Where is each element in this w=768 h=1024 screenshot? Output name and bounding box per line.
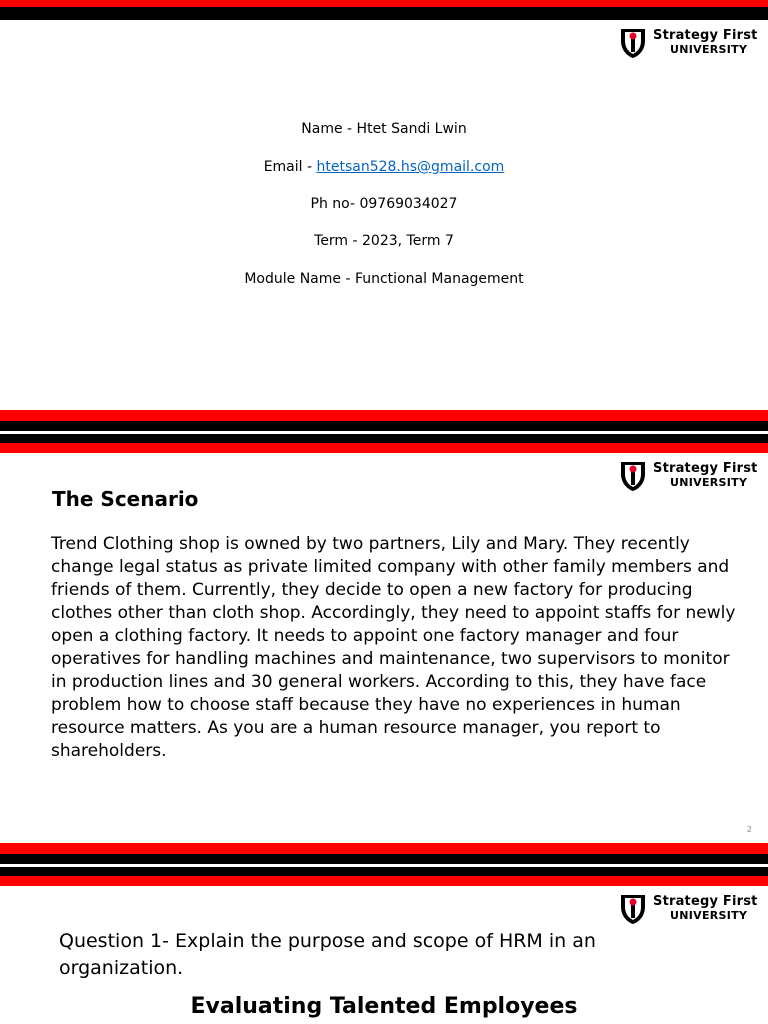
module-name: Module Name - Functional Management <box>244 271 524 287</box>
top-black-band <box>0 7 768 20</box>
slide-separator-red-3 <box>0 843 768 854</box>
email-link[interactable]: htetsan528.hs@gmail.com <box>316 159 505 175</box>
shield-icon <box>618 893 648 925</box>
shield-icon <box>618 460 648 492</box>
slide-separator-black-4 <box>0 867 768 876</box>
slide-3 <box>0 886 768 1024</box>
slide-1 <box>0 0 768 410</box>
slide-separator-red-4 <box>0 876 768 886</box>
logo-line-1: Strategy First <box>653 461 758 476</box>
slide-separator-black-2 <box>0 434 768 443</box>
page-number: 2 <box>746 825 752 834</box>
slide-separator-black-3 <box>0 854 768 864</box>
logo-line-2: UNIVERSITY <box>670 43 748 56</box>
logo-line-1: Strategy First <box>653 28 758 43</box>
question-1: Question 1- Explain the purpose and scope of HRM in an organization. <box>59 930 596 979</box>
university-logo <box>618 460 758 492</box>
university-logo <box>618 27 758 59</box>
logo-line-1: Strategy First <box>653 894 758 909</box>
slide-separator-red-1 <box>0 410 768 421</box>
university-logo <box>618 893 758 925</box>
scenario-title: The Scenario <box>52 487 199 511</box>
slide-separator-black-1 <box>0 421 768 431</box>
slide-separator-red-2 <box>0 443 768 453</box>
email-label: Email - <box>263 159 317 175</box>
logo-line-2: UNIVERSITY <box>670 909 748 922</box>
student-email-line <box>0 159 768 175</box>
shield-icon <box>618 27 648 59</box>
student-phone: Ph no- 09769034027 <box>310 196 458 212</box>
student-name: Name - Htet Sandi Lwin <box>301 121 467 137</box>
slide-2 <box>0 453 768 843</box>
scenario-body: Trend Clothing shop is owned by two partners, Lily and Mary. They recently change legal status as private limited company with other family members and friends of them. Currently, they decide to open a new factory for producing clothes other than cloth shop. Accordingly, they need to appoint staffs for newly open a clothing factory. It needs to appoint one factory manager and four operatives for handling machines and maintenance, two supervisors to monitor in production lines and 30 general workers. According to this, they have face problem how to choose staff because they have no experiences in human resource matters. As you are a human resource manager, you report to shareholders. <box>51 534 736 761</box>
term-text: Term - 2023, Term 7 <box>314 233 454 249</box>
logo-line-2: UNIVERSITY <box>670 476 748 489</box>
top-red-band <box>0 0 768 7</box>
section-heading: Evaluating Talented Employees <box>190 994 578 1019</box>
